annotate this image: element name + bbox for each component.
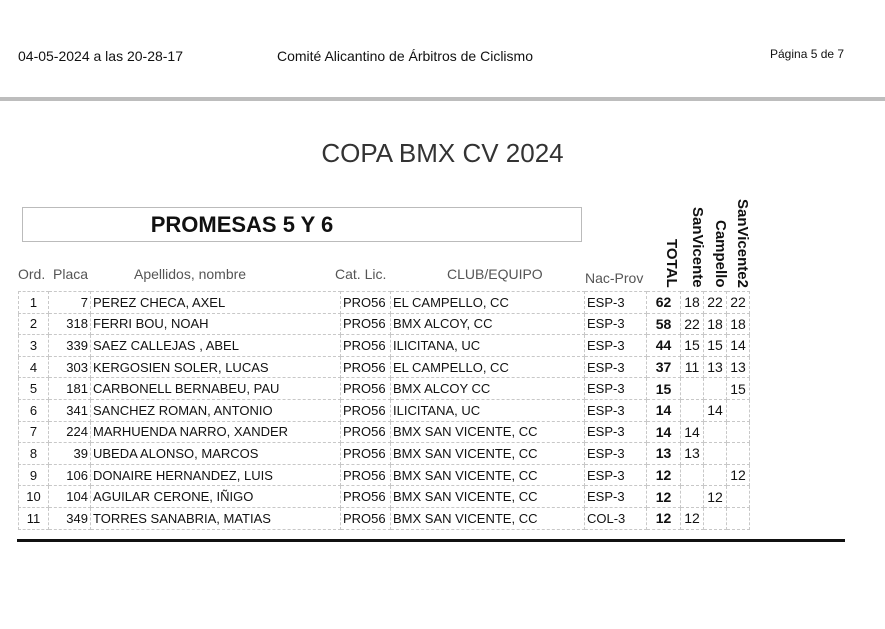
race-campello-points-cell: 13 — [704, 356, 727, 378]
race-sanvicente2-points-cell: 18 — [727, 313, 750, 335]
nationality-cell: ESP-3 — [585, 399, 647, 421]
header-organization: Comité Alicantino de Árbitros de Ciclismo — [277, 48, 533, 64]
header-page-number: Página 5 de 7 — [770, 47, 845, 61]
nationality-cell: ESP-3 — [585, 486, 647, 508]
nationality-cell: ESP-3 — [585, 335, 647, 357]
race-sanvicente2-points-cell: 14 — [727, 335, 750, 357]
results-table — [18, 291, 750, 530]
race-campello-points-cell — [704, 421, 727, 443]
rider-name-cell: PEREZ CHECA, AXEL — [91, 292, 341, 314]
race-sanvicente-points-cell — [681, 399, 704, 421]
plate-cell: 349 — [49, 507, 91, 529]
table-row — [19, 443, 750, 465]
total-points-cell: 58 — [647, 313, 681, 335]
col-header-race-campello: Campello — [712, 220, 729, 288]
table-row — [19, 399, 750, 421]
total-points-cell: 14 — [647, 421, 681, 443]
total-points-cell: 15 — [647, 378, 681, 400]
race-sanvicente2-points-cell: 13 — [727, 356, 750, 378]
plate-cell: 341 — [49, 399, 91, 421]
plate-cell: 104 — [49, 486, 91, 508]
race-campello-points-cell — [704, 378, 727, 400]
nationality-cell: ESP-3 — [585, 421, 647, 443]
race-campello-points-cell — [704, 464, 727, 486]
col-header-ord: Ord. — [18, 266, 46, 282]
plate-cell: 7 — [49, 292, 91, 314]
nationality-cell: ESP-3 — [585, 378, 647, 400]
race-campello-points-cell: 12 — [704, 486, 727, 508]
race-sanvicente-points-cell: 18 — [681, 292, 704, 314]
col-header-placa: Placa — [53, 266, 89, 282]
club-cell: BMX ALCOY CC — [391, 378, 585, 400]
total-points-cell: 12 — [647, 464, 681, 486]
race-sanvicente2-points-cell — [727, 443, 750, 465]
plate-cell: 339 — [49, 335, 91, 357]
table-row — [19, 292, 750, 314]
header-date: 04-05-2024 a las 20-28-17 — [18, 48, 184, 64]
rider-name-cell: CARBONELL BERNABEU, PAU — [91, 378, 341, 400]
race-sanvicente-points-cell: 13 — [681, 443, 704, 465]
bottom-divider — [17, 539, 845, 542]
rank-cell: 11 — [19, 507, 49, 529]
race-campello-points-cell: 22 — [704, 292, 727, 314]
plate-cell: 224 — [49, 421, 91, 443]
race-sanvicente-points-cell: 14 — [681, 421, 704, 443]
total-points-cell: 14 — [647, 399, 681, 421]
race-sanvicente2-points-cell: 15 — [727, 378, 750, 400]
rider-name-cell: KERGOSIEN SOLER, LUCAS — [91, 356, 341, 378]
rider-name-cell: TORRES SANABRIA, MATIAS — [91, 507, 341, 529]
rank-cell: 8 — [19, 443, 49, 465]
rank-cell: 6 — [19, 399, 49, 421]
total-points-cell: 37 — [647, 356, 681, 378]
col-header-club: CLUB/EQUIPO — [447, 266, 543, 282]
license-category-cell: PRO56 — [341, 378, 391, 400]
rider-name-cell: SANCHEZ ROMAN, ANTONIO — [91, 399, 341, 421]
race-campello-points-cell: 14 — [704, 399, 727, 421]
table-row — [19, 356, 750, 378]
license-category-cell: PRO56 — [341, 443, 391, 465]
club-cell: BMX SAN VICENTE, CC — [391, 507, 585, 529]
category-box — [22, 207, 582, 242]
club-cell: BMX SAN VICENTE, CC — [391, 421, 585, 443]
col-header-race-sanvicente2: SanVicente2 — [734, 199, 751, 288]
table-row — [19, 335, 750, 357]
license-category-cell: PRO56 — [341, 335, 391, 357]
table-row — [19, 421, 750, 443]
race-campello-points-cell — [704, 443, 727, 465]
race-sanvicente-points-cell: 12 — [681, 507, 704, 529]
page-title: COPA BMX CV 2024 — [321, 138, 564, 168]
rider-name-cell: MARHUENDA NARRO, XANDER — [91, 421, 341, 443]
club-cell: ILICITANA, UC — [391, 399, 585, 421]
license-category-cell: PRO56 — [341, 356, 391, 378]
club-cell: EL CAMPELLO, CC — [391, 292, 585, 314]
col-header-cat: Cat. Lic. — [335, 266, 387, 282]
rider-name-cell: FERRI BOU, NOAH — [91, 313, 341, 335]
rider-name-cell: SAEZ CALLEJAS , ABEL — [91, 335, 341, 357]
race-sanvicente2-points-cell — [727, 421, 750, 443]
club-cell: EL CAMPELLO, CC — [391, 356, 585, 378]
header-divider — [0, 97, 885, 101]
plate-cell: 106 — [49, 464, 91, 486]
total-points-cell: 62 — [647, 292, 681, 314]
race-sanvicente2-points-cell: 22 — [727, 292, 750, 314]
rank-cell: 1 — [19, 292, 49, 314]
license-category-cell: PRO56 — [341, 507, 391, 529]
total-points-cell: 13 — [647, 443, 681, 465]
club-cell: BMX SAN VICENTE, CC — [391, 443, 585, 465]
nationality-cell: COL-3 — [585, 507, 647, 529]
nationality-cell: ESP-3 — [585, 313, 647, 335]
table-row — [19, 313, 750, 335]
license-category-cell: PRO56 — [341, 464, 391, 486]
nationality-cell: ESP-3 — [585, 292, 647, 314]
race-sanvicente-points-cell: 11 — [681, 356, 704, 378]
license-category-cell: PRO56 — [341, 313, 391, 335]
col-header-nac: Nac-Prov — [585, 270, 644, 286]
plate-cell: 303 — [49, 356, 91, 378]
total-points-cell: 44 — [647, 335, 681, 357]
race-sanvicente2-points-cell — [727, 507, 750, 529]
rank-cell: 4 — [19, 356, 49, 378]
plate-cell: 181 — [49, 378, 91, 400]
rank-cell: 5 — [19, 378, 49, 400]
col-header-name: Apellidos, nombre — [134, 266, 247, 282]
category-title: PROMESAS 5 Y 6 — [150, 212, 334, 237]
license-category-cell: PRO56 — [341, 421, 391, 443]
rank-cell: 7 — [19, 421, 49, 443]
race-sanvicente-points-cell: 15 — [681, 335, 704, 357]
table-row — [19, 378, 750, 400]
total-points-cell: 12 — [647, 507, 681, 529]
rider-name-cell: UBEDA ALONSO, MARCOS — [91, 443, 341, 465]
rank-cell: 10 — [19, 486, 49, 508]
race-sanvicente-points-cell — [681, 378, 704, 400]
rider-name-cell: DONAIRE HERNANDEZ, LUIS — [91, 464, 341, 486]
race-sanvicente-points-cell — [681, 486, 704, 508]
plate-cell: 39 — [49, 443, 91, 465]
rank-cell: 3 — [19, 335, 49, 357]
col-header-total: TOTAL — [663, 239, 680, 288]
results-body — [19, 292, 750, 530]
total-points-cell: 12 — [647, 486, 681, 508]
race-sanvicente-points-cell: 22 — [681, 313, 704, 335]
rank-cell: 9 — [19, 464, 49, 486]
race-campello-points-cell — [704, 507, 727, 529]
race-sanvicente-points-cell — [681, 464, 704, 486]
col-header-race-sanvicente: SanVicente — [689, 207, 706, 288]
race-campello-points-cell: 18 — [704, 313, 727, 335]
nationality-cell: ESP-3 — [585, 464, 647, 486]
license-category-cell: PRO56 — [341, 399, 391, 421]
table-row — [19, 486, 750, 508]
race-sanvicente2-points-cell: 12 — [727, 464, 750, 486]
plate-cell: 318 — [49, 313, 91, 335]
license-category-cell: PRO56 — [341, 292, 391, 314]
rank-cell: 2 — [19, 313, 49, 335]
nationality-cell: ESP-3 — [585, 443, 647, 465]
club-cell: BMX ALCOY, CC — [391, 313, 585, 335]
race-sanvicente2-points-cell — [727, 486, 750, 508]
race-campello-points-cell: 15 — [704, 335, 727, 357]
license-category-cell: PRO56 — [341, 486, 391, 508]
table-row — [19, 464, 750, 486]
club-cell: ILICITANA, UC — [391, 335, 585, 357]
rider-name-cell: AGUILAR CERONE, IÑIGO — [91, 486, 341, 508]
nationality-cell: ESP-3 — [585, 356, 647, 378]
race-sanvicente2-points-cell — [727, 399, 750, 421]
club-cell: BMX SAN VICENTE, CC — [391, 464, 585, 486]
table-row — [19, 507, 750, 529]
club-cell: BMX SAN VICENTE, CC — [391, 486, 585, 508]
